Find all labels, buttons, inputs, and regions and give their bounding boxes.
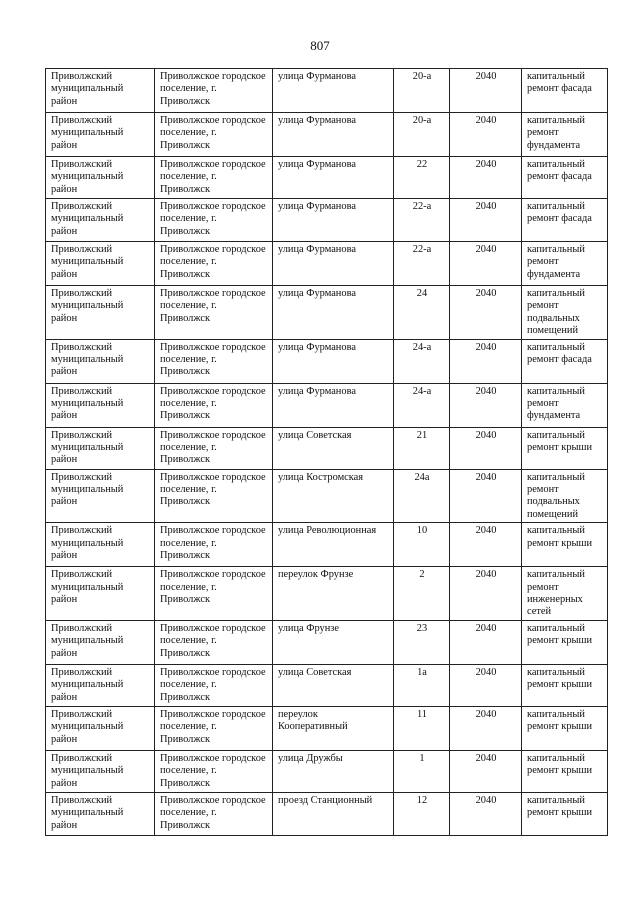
street-cell: улица Фурманова bbox=[273, 157, 394, 199]
work-type-cell: капитальный ремонт фундамента bbox=[522, 383, 608, 427]
district-cell: Приволжский муниципальный район bbox=[46, 620, 155, 664]
work-type-cell: капитальный ремонт крыши bbox=[522, 523, 608, 567]
settlement-cell: Приволжское городское поселение, г. Приволжск bbox=[155, 792, 273, 835]
table-row bbox=[46, 664, 608, 706]
district-cell: Приволжский муниципальный район bbox=[46, 706, 155, 750]
table-row bbox=[46, 792, 608, 835]
table-row bbox=[46, 750, 608, 792]
work-type-cell: капитальный ремонт крыши bbox=[522, 706, 608, 750]
house-number-cell: 22-а bbox=[394, 199, 450, 242]
year-cell: 2040 bbox=[450, 469, 522, 523]
settlement-cell: Приволжское городское поселение, г. Приволжск bbox=[155, 69, 273, 113]
table-row bbox=[46, 199, 608, 242]
year-cell: 2040 bbox=[450, 242, 522, 286]
house-number-cell: 24а bbox=[394, 469, 450, 523]
street-cell: улица Советская bbox=[273, 427, 394, 469]
district-cell: Приволжский муниципальный район bbox=[46, 157, 155, 199]
district-cell: Приволжский муниципальный район bbox=[46, 242, 155, 286]
settlement-cell: Приволжское городское поселение, г. Приволжск bbox=[155, 199, 273, 242]
repair-registry-table bbox=[45, 68, 608, 836]
district-cell: Приволжский муниципальный район bbox=[46, 69, 155, 113]
street-cell: улица Фурманова bbox=[273, 69, 394, 113]
work-type-cell: капитальный ремонт крыши bbox=[522, 750, 608, 792]
work-type-cell: капитальный ремонт подвальных помещений bbox=[522, 469, 608, 523]
year-cell: 2040 bbox=[450, 523, 522, 567]
table-row bbox=[46, 706, 608, 750]
work-type-cell: капитальный ремонт фасада bbox=[522, 339, 608, 383]
settlement-cell: Приволжское городское поселение, г. Приволжск bbox=[155, 706, 273, 750]
district-cell: Приволжский муниципальный район bbox=[46, 113, 155, 157]
settlement-cell: Приволжское городское поселение, г. Приволжск bbox=[155, 113, 273, 157]
district-cell: Приволжский муниципальный район bbox=[46, 792, 155, 835]
house-number-cell: 10 bbox=[394, 523, 450, 567]
settlement-cell: Приволжское городское поселение, г. Приволжск bbox=[155, 242, 273, 286]
table-row bbox=[46, 523, 608, 567]
street-cell: переулок Фрунзе bbox=[273, 567, 394, 621]
settlement-cell: Приволжское городское поселение, г. Приволжск bbox=[155, 286, 273, 340]
table-row bbox=[46, 242, 608, 286]
year-cell: 2040 bbox=[450, 427, 522, 469]
house-number-cell: 20-а bbox=[394, 113, 450, 157]
year-cell: 2040 bbox=[450, 620, 522, 664]
year-cell: 2040 bbox=[450, 792, 522, 835]
district-cell: Приволжский муниципальный район bbox=[46, 469, 155, 523]
work-type-cell: капитальный ремонт инженерных сетей bbox=[522, 567, 608, 621]
settlement-cell: Приволжское городское поселение, г. Приволжск bbox=[155, 157, 273, 199]
house-number-cell: 2 bbox=[394, 567, 450, 621]
street-cell: проезд Станционный bbox=[273, 792, 394, 835]
district-cell: Приволжский муниципальный район bbox=[46, 339, 155, 383]
work-type-cell: капитальный ремонт фасада bbox=[522, 69, 608, 113]
year-cell: 2040 bbox=[450, 567, 522, 621]
settlement-cell: Приволжское городское поселение, г. Приволжск bbox=[155, 383, 273, 427]
work-type-cell: капитальный ремонт крыши bbox=[522, 620, 608, 664]
settlement-cell: Приволжское городское поселение, г. Приволжск bbox=[155, 427, 273, 469]
work-type-cell: капитальный ремонт крыши bbox=[522, 792, 608, 835]
street-cell: улица Революционная bbox=[273, 523, 394, 567]
table-row bbox=[46, 113, 608, 157]
settlement-cell: Приволжское городское поселение, г. Приволжск bbox=[155, 567, 273, 621]
house-number-cell: 12 bbox=[394, 792, 450, 835]
table-row bbox=[46, 427, 608, 469]
work-type-cell: капитальный ремонт крыши bbox=[522, 427, 608, 469]
year-cell: 2040 bbox=[450, 339, 522, 383]
house-number-cell: 22-а bbox=[394, 242, 450, 286]
settlement-cell: Приволжское городское поселение, г. Приволжск bbox=[155, 469, 273, 523]
district-cell: Приволжский муниципальный район bbox=[46, 427, 155, 469]
year-cell: 2040 bbox=[450, 199, 522, 242]
house-number-cell: 23 bbox=[394, 620, 450, 664]
table-body bbox=[46, 69, 608, 836]
street-cell: улица Дружбы bbox=[273, 750, 394, 792]
street-cell: улица Фурманова bbox=[273, 199, 394, 242]
settlement-cell: Приволжское городское поселение, г. Приволжск bbox=[155, 664, 273, 706]
house-number-cell: 21 bbox=[394, 427, 450, 469]
work-type-cell: капитальный ремонт фасада bbox=[522, 157, 608, 199]
table-row bbox=[46, 157, 608, 199]
table-row bbox=[46, 69, 608, 113]
year-cell: 2040 bbox=[450, 69, 522, 113]
table-row bbox=[46, 339, 608, 383]
settlement-cell: Приволжское городское поселение, г. Приволжск bbox=[155, 750, 273, 792]
work-type-cell: капитальный ремонт фундамента bbox=[522, 113, 608, 157]
street-cell: улица Фурманова bbox=[273, 113, 394, 157]
street-cell: улица Фурманова bbox=[273, 286, 394, 340]
year-cell: 2040 bbox=[450, 706, 522, 750]
house-number-cell: 24 bbox=[394, 286, 450, 340]
district-cell: Приволжский муниципальный район bbox=[46, 567, 155, 621]
district-cell: Приволжский муниципальный район bbox=[46, 523, 155, 567]
street-cell: улица Советская bbox=[273, 664, 394, 706]
table-row bbox=[46, 620, 608, 664]
settlement-cell: Приволжское городское поселение, г. Приволжск bbox=[155, 523, 273, 567]
year-cell: 2040 bbox=[450, 750, 522, 792]
house-number-cell: 24-а bbox=[394, 383, 450, 427]
house-number-cell: 11 bbox=[394, 706, 450, 750]
year-cell: 2040 bbox=[450, 286, 522, 340]
house-number-cell: 20-а bbox=[394, 69, 450, 113]
year-cell: 2040 bbox=[450, 113, 522, 157]
district-cell: Приволжский муниципальный район bbox=[46, 199, 155, 242]
table-row bbox=[46, 469, 608, 523]
district-cell: Приволжский муниципальный район bbox=[46, 664, 155, 706]
table-row bbox=[46, 383, 608, 427]
work-type-cell: капитальный ремонт подвальных помещений bbox=[522, 286, 608, 340]
street-cell: улица Костромская bbox=[273, 469, 394, 523]
district-cell: Приволжский муниципальный район bbox=[46, 750, 155, 792]
district-cell: Приволжский муниципальный район bbox=[46, 286, 155, 340]
street-cell: улица Фурманова bbox=[273, 383, 394, 427]
house-number-cell: 22 bbox=[394, 157, 450, 199]
year-cell: 2040 bbox=[450, 157, 522, 199]
year-cell: 2040 bbox=[450, 664, 522, 706]
work-type-cell: капитальный ремонт крыши bbox=[522, 664, 608, 706]
table-row bbox=[46, 567, 608, 621]
work-type-cell: капитальный ремонт фундамента bbox=[522, 242, 608, 286]
street-cell: улица Фрунзе bbox=[273, 620, 394, 664]
settlement-cell: Приволжское городское поселение, г. Приволжск bbox=[155, 339, 273, 383]
year-cell: 2040 bbox=[450, 383, 522, 427]
house-number-cell: 24-а bbox=[394, 339, 450, 383]
district-cell: Приволжский муниципальный район bbox=[46, 383, 155, 427]
street-cell: улица Фурманова bbox=[273, 339, 394, 383]
table-row bbox=[46, 286, 608, 340]
street-cell: улица Фурманова bbox=[273, 242, 394, 286]
house-number-cell: 1 bbox=[394, 750, 450, 792]
page-number: 807 bbox=[310, 38, 330, 53]
work-type-cell: капитальный ремонт фасада bbox=[522, 199, 608, 242]
street-cell: переулок Кооперативный bbox=[273, 706, 394, 750]
house-number-cell: 1а bbox=[394, 664, 450, 706]
settlement-cell: Приволжское городское поселение, г. Приволжск bbox=[155, 620, 273, 664]
